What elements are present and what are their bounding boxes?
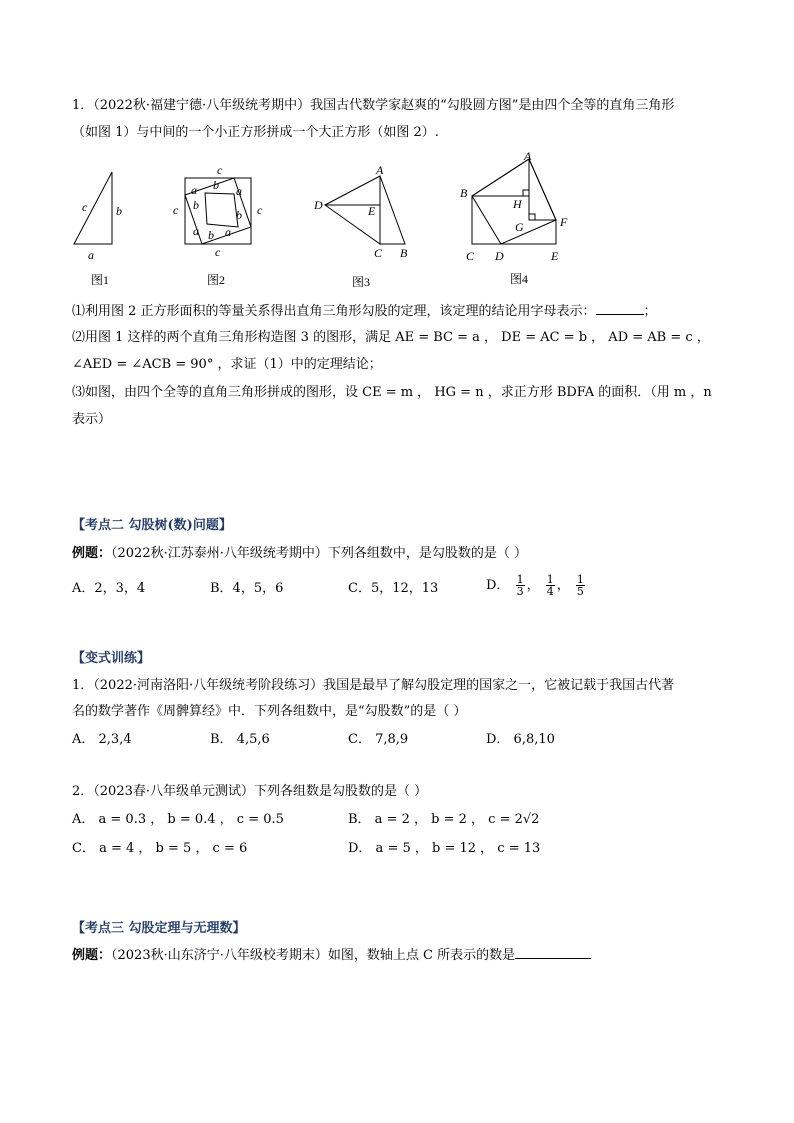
fig3-label-A: A — [376, 163, 384, 177]
section2-option-c[interactable]: C．5，12，13 — [348, 581, 439, 596]
q1-part3-line1: ⑶如图，由四个全等的直角三角形拼成的图形，设 CE = m ， HG = n ，求正方形 BDFA 的面积．（用 m ，n — [72, 385, 712, 400]
section3-answer-blank[interactable] — [515, 946, 591, 959]
section2-example-text: （2022秋·江苏泰州·八年级统考期中）下列各组数中，是勾股数的是（ ） — [111, 546, 527, 561]
practice-q1-option-d[interactable]: D． 6,8,10 — [486, 732, 555, 747]
fig4-label-F: F — [560, 215, 568, 229]
fig3-label-E: E — [368, 204, 376, 218]
fig2-label-a3: a — [193, 224, 199, 238]
practice-q2-option-b[interactable]: B． a = 2 ， b = 2 ， c = 2√2 — [348, 812, 540, 827]
fig2-label-a2: a — [236, 184, 242, 198]
q1-part3-line2: 表示） — [72, 412, 112, 427]
practice-q1-option-b[interactable]: B． 4,5,6 — [210, 732, 270, 747]
figures-row — [60, 148, 580, 293]
fig3-label-C: C — [374, 246, 383, 260]
fig2-caption: 图2 — [207, 273, 226, 287]
fig4-label-B: B — [460, 186, 468, 200]
section3-title: 【考点三 勾股定理与无理数】 — [72, 921, 246, 936]
practice-q1-option-c[interactable]: C． 7,8,9 — [348, 732, 409, 747]
q1-part1-answer-blank[interactable] — [596, 302, 644, 315]
section2-title: 【考点二 勾股树(数)问题】 — [72, 518, 232, 533]
fig2-label-c-bottom: c — [215, 245, 221, 259]
fig2-label-b4: b — [208, 228, 214, 242]
practice-q1-option-a[interactable]: A． 2,3,4 — [72, 732, 132, 747]
section2-example-label: 例题： — [72, 546, 112, 561]
fig2-label-b2: b — [193, 198, 199, 212]
figure-3 — [313, 163, 408, 289]
figure-2 — [173, 163, 263, 287]
fraction-1-3: $\frac{1}{3}$ — [516, 573, 524, 598]
fig2-label-a4: a — [225, 225, 231, 239]
q1-line1: 1．（2022秋·福建宁德·八年级统考期中）我国古代数学家赵爽的“勾股圆方图”是由四个全等的直角三角形 — [72, 98, 675, 113]
fig4-label-A: A — [524, 149, 532, 163]
fig4-caption: 图4 — [510, 272, 529, 286]
section2-option-d-label: D． — [486, 578, 510, 593]
fig4-label-C: C — [466, 249, 475, 263]
fraction-1-4: $\frac{1}{4}$ — [546, 573, 554, 598]
fig4-label-D: D — [495, 249, 504, 263]
section2-option-b[interactable]: B．4，5，6 — [210, 581, 284, 596]
section2-example — [72, 545, 527, 563]
q1-part2-line1: ⑵用图 1 这样的两个直角三角形构造图 3 的图形，满足 AE = BC = a ， DE = AC = b ， AD = AB = c ， — [72, 330, 710, 345]
section3-example — [72, 946, 591, 965]
fig1-label-c: c — [82, 200, 88, 214]
fig2-label-c-right: c — [257, 203, 263, 217]
q1-part2-line2: ∠AED = ∠ACB = 90° ，求证（1）中的定理结论； — [72, 357, 382, 372]
fraction-1-5: $\frac{1}{5}$ — [576, 573, 584, 598]
figure-4 — [460, 149, 568, 286]
fig3-label-B: B — [400, 246, 408, 260]
fig2-label-b1: b — [213, 178, 219, 192]
fig4-label-H: H — [513, 197, 522, 211]
fig2-label-a1: a — [191, 183, 197, 197]
fig1-label-a: a — [88, 248, 94, 262]
fig3-label-D: D — [314, 198, 323, 212]
q1-part1 — [72, 302, 657, 321]
fig1-label-b: b — [116, 204, 122, 218]
fig1-caption: 图1 — [91, 273, 110, 287]
section3-example-text: （2023秋·山东济宁·八年级校考期末）如图，数轴上点 C 所表示的数是 — [111, 948, 516, 963]
practice-q2-option-c[interactable]: C． a = 4 ， b = 5 ， c = 6 — [72, 841, 248, 856]
q1-part1-text: ⑴利用图 2 正方形面积的等量关系得出直角三角形勾股的定理，该定理的结论用字母表示： — [72, 304, 596, 319]
fig4-label-E: E — [551, 249, 559, 263]
section2-option-a[interactable]: A．2，3，4 — [72, 581, 146, 596]
section2-option-d[interactable]: D． $\frac{1}{3}$ ， $\frac{1}{4}$ ， $\frac{1}{5}$ — [486, 573, 584, 598]
practice-q1-line2: 名的数学著作《周髀算经》中．下列各组数中，是“勾股数”的是（ ） — [72, 704, 467, 719]
q1-line2: （如图 1）与中间的一个小正方形拼成一个大正方形（如图 2）. — [72, 125, 439, 140]
practice-title: 【变式训练】 — [72, 651, 151, 666]
practice-q2-option-d[interactable]: D． a = 5 ， b = 12 ， c = 13 — [348, 841, 541, 856]
fig2-label-b3: b — [236, 208, 242, 222]
section3-example-label: 例题： — [72, 948, 112, 963]
figure-1 — [74, 172, 122, 287]
fig4-label-G: G — [515, 220, 524, 234]
practice-q2-line: 2．（2023春·八年级单元测试）下列各组数是勾股数的是（ ） — [72, 784, 428, 799]
practice-q2-option-a[interactable]: A． a = 0.3 ， b = 0.4 ， c = 0.5 — [72, 812, 284, 827]
fig2-label-c-left: c — [173, 203, 179, 217]
q1-part1-end: ； — [643, 304, 657, 319]
fig3-caption: 图3 — [352, 275, 371, 289]
fig2-label-c-top: c — [217, 163, 223, 177]
practice-q1-line1: 1．（2022·河南洛阳·八年级统考阶段练习）我国是最早了解勾股定理的国家之一，它被记载于我国古代著 — [72, 678, 675, 693]
